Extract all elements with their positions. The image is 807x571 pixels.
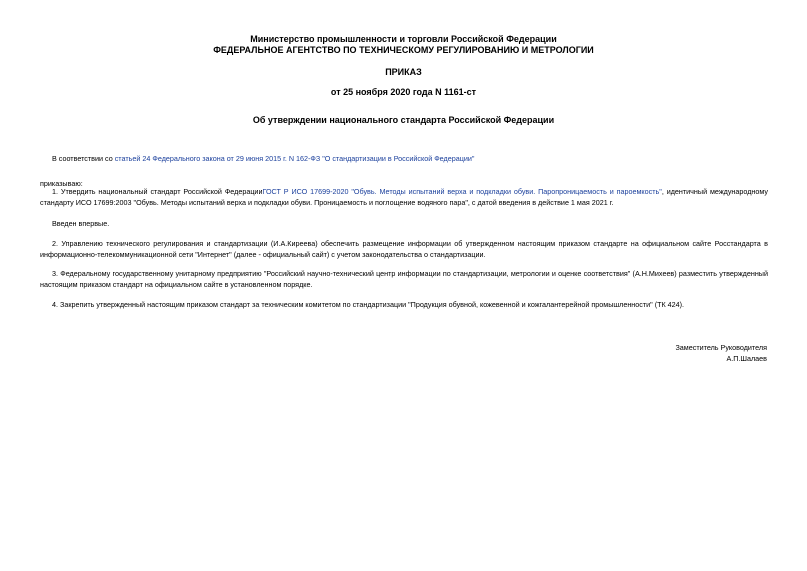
order-subject: Об утверждении национального стандарта Российской Федерации — [252, 115, 555, 125]
order-heading: ПРИКАЗ — [385, 67, 422, 77]
gost-link[interactable]: ГОСТ Р ИСО 17699-2020 "Обувь. Методы испытаний верха и подкладки обуви. Паропроницаемость и пароемкость" — [262, 187, 662, 196]
item1-prefix: 1. Утвердить национальный стандарт Российской Федерации — [52, 187, 263, 196]
order-item-3: 3. Федеральному государственному унитарному предприятию "Российский научно-технический центр информации по стандартизации, метрологии и оценке соответствия" (А.Н.Михеев) разместить утвержденный настоящим приказом стандарт на официальном сайте в установленном порядке. — [40, 269, 768, 289]
introduced-note: Введен впервые. — [52, 219, 110, 228]
signatory-name: А.П.Шалаев — [726, 354, 767, 363]
preamble-prefix: В соответствии со — [52, 154, 115, 163]
item1-suffix: , идентичный международному стандарту ИСО 17699:2003 "Обувь. Методы испытаний верха и подкладки обуви. Проницаемость и поглощение водяного пара", с датой введения в действие 1 мая 2021 г. — [40, 187, 768, 207]
order-item-2: 2. Управлению технического регулирования и стандартизации (И.А.Киреева) обеспечить размещение информации об утвержденном настоящим приказом стандарте на официальном сайте Росстандарта в информационно-телекоммуникационной сети "Интернет" (далее - официальный сайт) с учетом законодательства о стандартизации. — [40, 239, 768, 259]
ministry-title: Министерство промышленности и торговли Российской Федерации — [250, 34, 557, 44]
preamble — [52, 154, 474, 165]
orders-label: приказываю: — [40, 179, 83, 188]
agency-title: ФЕДЕРАЛЬНОЕ АГЕНТСТВО ПО ТЕХНИЧЕСКОМУ РЕГУЛИРОВАНИЮ И МЕТРОЛОГИИ — [213, 45, 594, 55]
order-item-4: 4. Закрепить утвержденный настоящим приказом стандарт за техническим комитетом по стандартизации "Продукция обувной, кожевенной и кожгалантерейной промышленности" (ТК 424). — [52, 300, 685, 309]
order-item-1 — [40, 187, 768, 208]
order-date-number: от 25 ноября 2020 года N 1161-ст — [330, 87, 477, 97]
federal-law-link[interactable]: статьей 24 Федерального закона от 29 июня 2015 г. N 162-ФЗ "О стандартизации в Российской Федерации" — [114, 154, 475, 163]
signatory-title: Заместитель Руководителя — [675, 343, 767, 352]
